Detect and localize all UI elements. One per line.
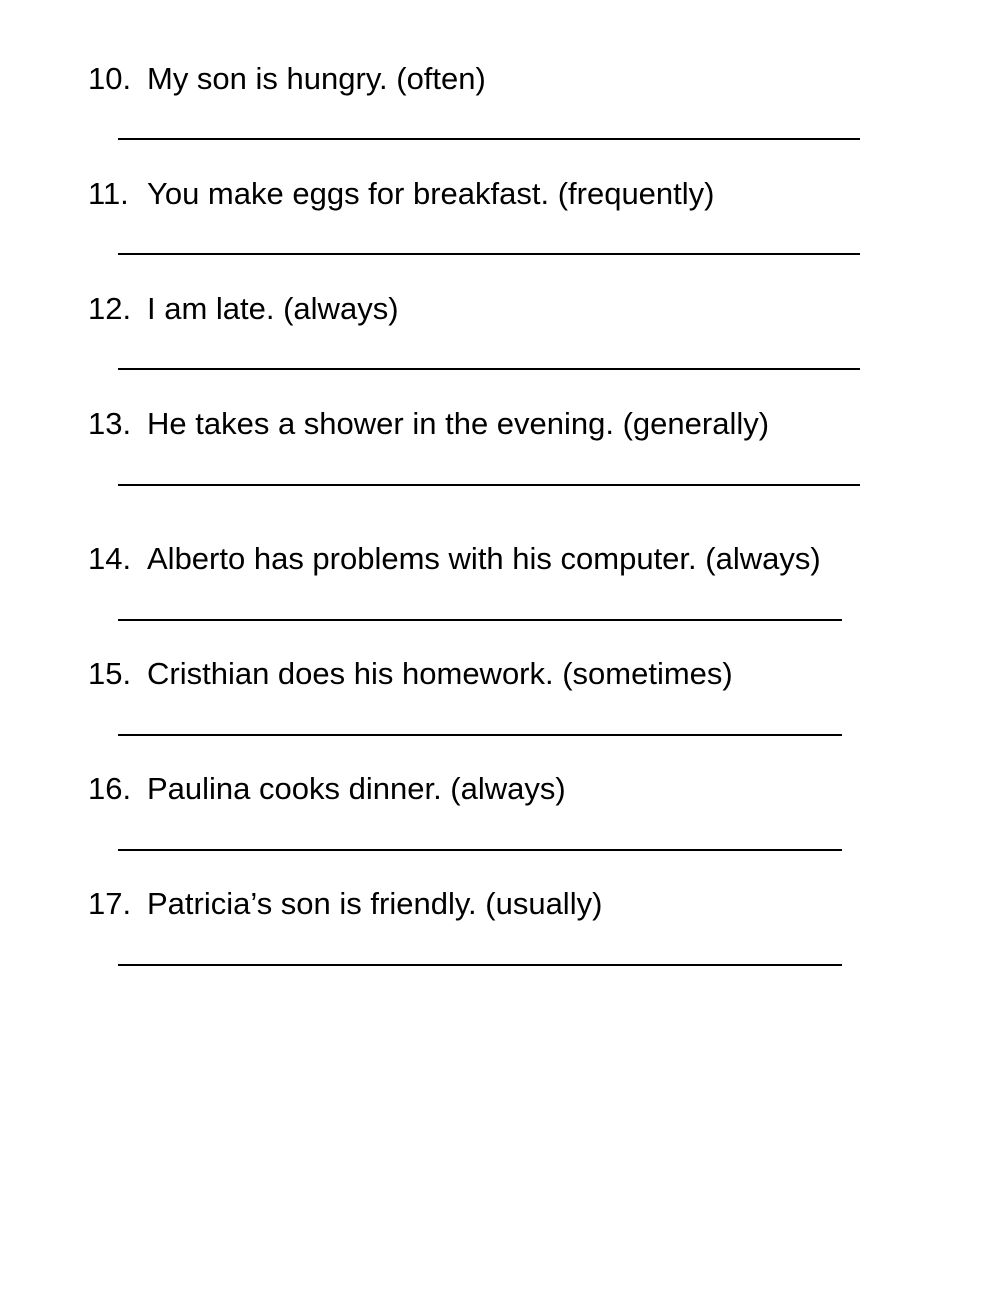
- answer-line[interactable]: [118, 253, 860, 255]
- exercise-item: [0, 771, 1000, 851]
- exercise-item: [0, 61, 1000, 141]
- exercise-number: 12.: [88, 291, 132, 326]
- exercise-sentence: Patricia’s son is friendly. (usually): [147, 886, 603, 921]
- exercise-number: 10.: [88, 61, 132, 96]
- exercise-item: [0, 406, 1000, 486]
- exercise-sentence: Alberto has problems with his computer. (always): [147, 541, 821, 576]
- exercise-sentence: He takes a shower in the evening. (generally): [147, 406, 770, 441]
- exercise-sentence: You make eggs for breakfast. (frequently): [147, 176, 715, 211]
- exercise-item: [0, 176, 1000, 256]
- exercise-sentence: I am late. (always): [147, 291, 399, 326]
- exercise-number: 11.: [88, 176, 129, 211]
- exercise-number: 17.: [88, 886, 132, 921]
- exercise-number: 14.: [88, 541, 132, 576]
- exercise-sentence: Cristhian does his homework. (sometimes): [147, 656, 733, 691]
- exercise-number: 15.: [88, 656, 132, 691]
- answer-line[interactable]: [118, 734, 842, 736]
- exercise-sentence: Paulina cooks dinner. (always): [147, 771, 566, 806]
- answer-line[interactable]: [118, 964, 842, 966]
- exercise-number: 13.: [88, 406, 132, 441]
- answer-line[interactable]: [118, 368, 860, 370]
- answer-line[interactable]: [118, 849, 842, 851]
- exercise-item: [0, 886, 1000, 966]
- exercise-item: [0, 291, 1000, 371]
- exercise-item: [0, 541, 1000, 621]
- answer-line[interactable]: [118, 619, 842, 621]
- answer-line[interactable]: [118, 138, 860, 140]
- exercise-item: [0, 656, 1000, 736]
- exercise-sentence: My son is hungry. (often): [147, 61, 486, 96]
- answer-line[interactable]: [118, 484, 860, 486]
- exercise-number: 16.: [88, 771, 132, 806]
